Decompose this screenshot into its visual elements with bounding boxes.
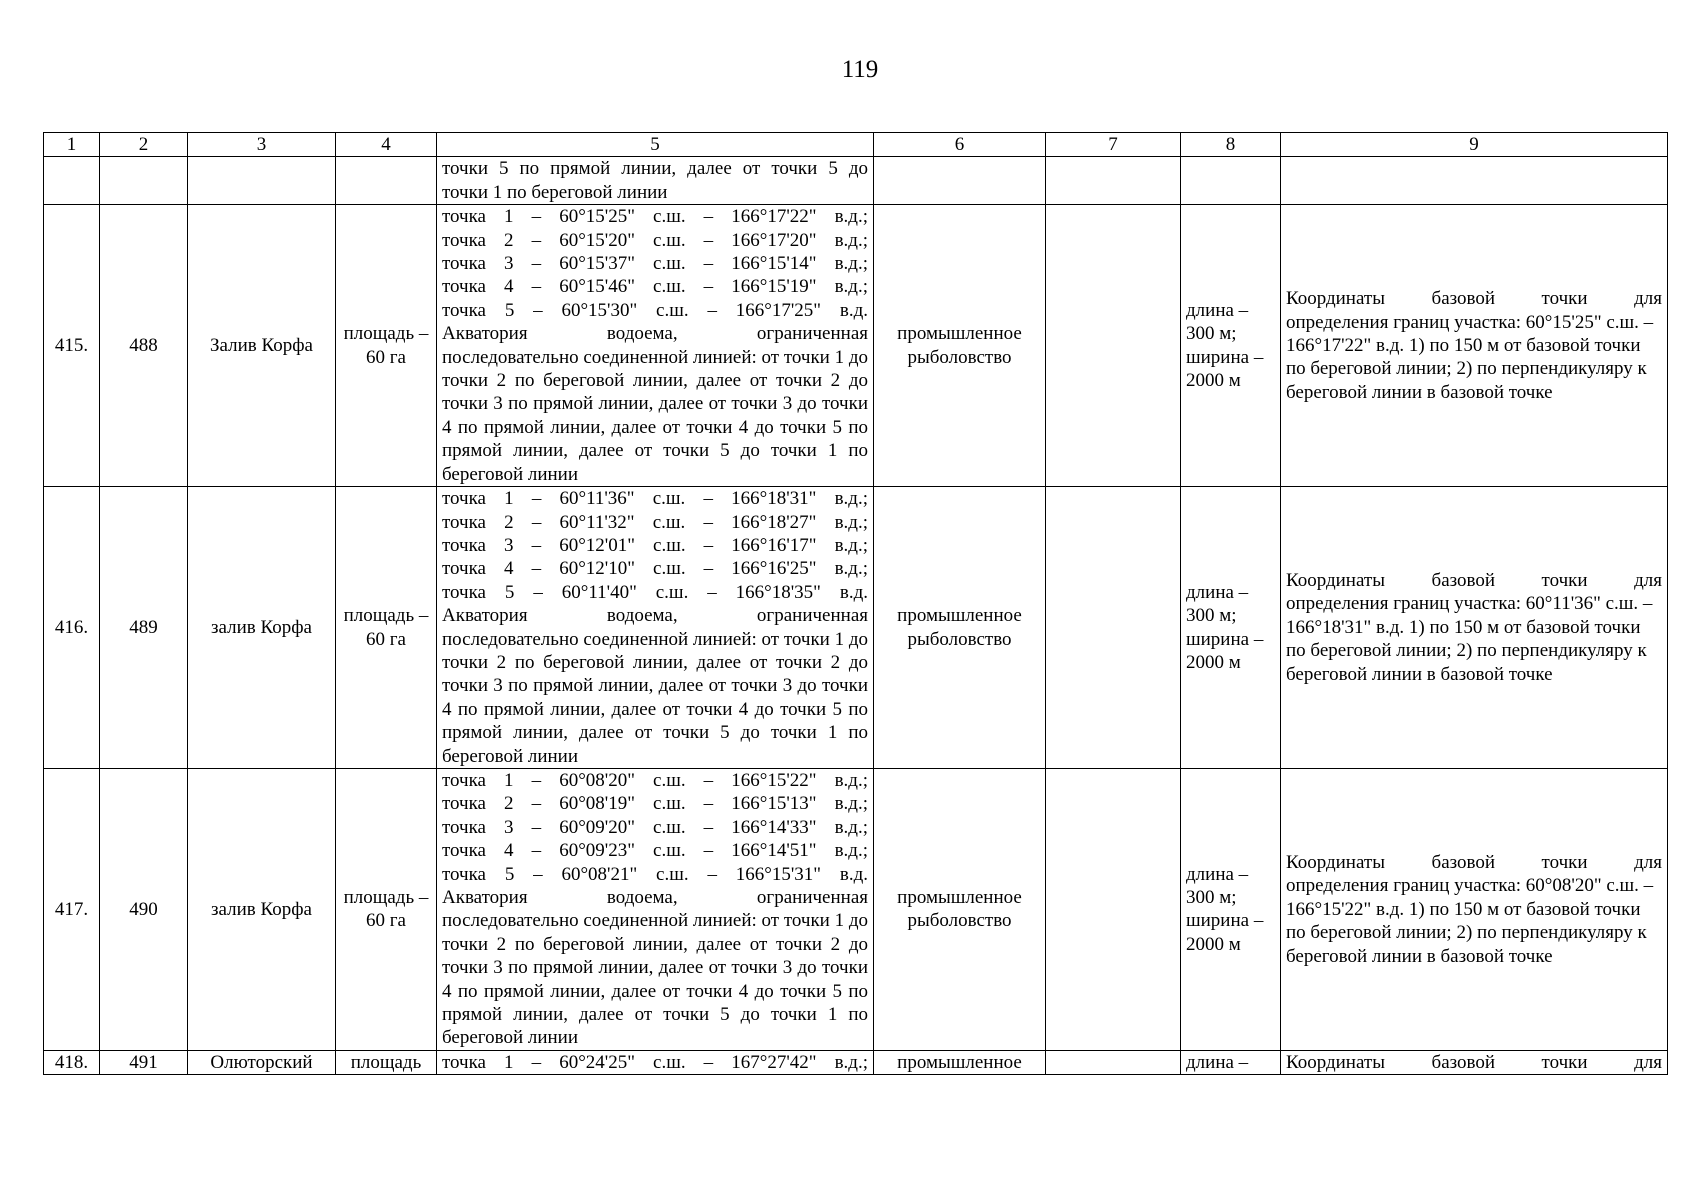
boundary-description: последовательно соединенной линией: от точки 1 до точки 2 по береговой линии, далее от точки 2 до точки 3 по прямой линии, далее от точки 3 до точки 4 по прямой линии, далее от точки 4 до точки 5 по прямой линии, далее от точки 5 до точки 1 по береговой линии [442,628,869,767]
site-location: Олюторский [188,1050,336,1074]
site-area: площадь – 60 га [336,205,437,487]
site-area: площадь [336,1050,437,1074]
coordinate-line: точка 2 – 60°11'32" с.ш. – 166°18'27" в.д.; [442,511,868,533]
coordinate-line: точка 4 – 60°09'23" с.ш. – 166°14'51" в.д.; [442,840,868,862]
column-header: 7 [1046,133,1181,157]
base-point-cell [1281,487,1668,769]
row-number: 415. [44,205,100,487]
usage-purpose: промышленное рыболовство [874,205,1046,487]
boundary-description-first-line: Акватория водоема, ограниченная [442,605,868,627]
column-7-value [1046,768,1181,1050]
site-location: залив Корфа [188,487,336,769]
coordinate-line: точка 3 – 60°09'20" с.ш. – 166°14'33" в.д.; [442,816,868,838]
coordinate-line: точка 1 – 60°24'25" с.ш. – 167°27'42" в.д.; [442,1051,868,1073]
coordinate-line: точка 1 – 60°11'36" с.ш. – 166°18'31" в.д.; [442,488,868,510]
column-header: 8 [1181,133,1281,157]
boundary-description-cell [437,487,874,769]
column-7-value [1046,205,1181,487]
base-point-cell [1281,205,1668,487]
row-number: 416. [44,487,100,769]
coordinate-line: точка 1 – 60°15'25" с.ш. – 166°17'22" в.д.; [442,206,868,228]
coordinate-line: точка 3 – 60°12'01" с.ш. – 166°16'17" в.д.; [442,534,868,556]
registry-table [43,132,1668,1075]
site-dimensions: длина – 300 м; ширина – 2000 м [1181,205,1281,487]
boundary-description-cell [437,768,874,1050]
coordinate-line: точка 4 – 60°12'10" с.ш. – 166°16'25" в.д.; [442,558,868,580]
site-location: залив Корфа [188,768,336,1050]
usage-purpose: промышленное рыболовство [874,768,1046,1050]
base-point-first-line: Координаты базовой точки для [1286,570,1662,592]
boundary-description-first-line: Акватория водоема, ограниченная [442,323,868,345]
site-id: 490 [100,768,188,1050]
site-dimensions: длина – 300 м; ширина – 2000 м [1181,768,1281,1050]
coordinate-line: точка 2 – 60°15'20" с.ш. – 166°17'20" в.д.; [442,229,868,251]
row-number: 417. [44,768,100,1050]
column-header: 6 [874,133,1046,157]
usage-purpose: промышленное рыболовство [874,487,1046,769]
site-dimensions: длина – 300 м; ширина – 2000 м [1181,487,1281,769]
continuation-row [44,157,1668,205]
boundary-description: последовательно соединенной линией: от точки 1 до точки 2 по береговой линии, далее от точки 2 до точки 3 по прямой линии, далее от точки 3 до точки 4 по прямой линии, далее от точки 4 до точки 5 по прямой линии, далее от точки 5 до точки 1 по береговой линии [442,910,869,1049]
column-header: 9 [1281,133,1668,157]
boundary-description-cell [437,157,874,205]
column-header: 2 [100,133,188,157]
usage-purpose: промышленное [874,1050,1046,1074]
table-row-partial [44,1050,1668,1074]
column-header: 5 [437,133,874,157]
coordinate-line: точка 2 – 60°08'19" с.ш. – 166°15'13" в.д.; [442,793,868,815]
coordinate-line: точка 4 – 60°15'46" с.ш. – 166°15'19" в.д.; [442,276,868,298]
column-header: 3 [188,133,336,157]
boundary-description-first-line: Акватория водоема, ограниченная [442,887,868,908]
table-row [44,205,1668,487]
column-header: 1 [44,133,100,157]
coordinate-line: точка 3 – 60°15'37" с.ш. – 166°15'14" в.д.; [442,253,868,275]
continuation-line: точки 1 по береговой линии [442,181,668,203]
base-point-description: определения границ участка: 60°11'36" с.ш. – 166°18'31" в.д. 1) по 150 м от базовой точки по береговой линии; 2) по перпендикуляру к береговой линии в базовой точке [1286,593,1653,685]
site-dimensions: длина – [1181,1050,1281,1074]
site-id: 488 [100,205,188,487]
base-point-description: определения границ участка: 60°15'25" с.ш. – 166°17'22" в.д. 1) по 150 м от базовой точки по береговой линии; 2) по перпендикуляру к береговой линии в базовой точке [1286,311,1654,403]
table-row [44,768,1668,1050]
boundary-description-cell [437,1050,874,1074]
site-id: 491 [100,1050,188,1074]
row-number: 418. [44,1050,100,1074]
column-7-value [1046,1050,1181,1074]
table-row [44,487,1668,769]
coordinate-line: точка 5 – 60°08'21" с.ш. – 166°15'31" в.д. [442,863,868,885]
column-7-value [1046,487,1181,769]
base-point-first-line: Координаты базовой точки для [1286,851,1662,873]
boundary-description: последовательно соединенной линией: от точки 1 до точки 2 по береговой линии, далее от точки 2 до точки 3 по прямой линии, далее от точки 3 до точки 4 по прямой линии, далее от точки 4 до точки 5 по прямой линии, далее от точки 5 до точки 1 по береговой линии [442,346,869,485]
site-id: 489 [100,487,188,769]
site-area: площадь – 60 га [336,487,437,769]
coordinate-line: точка 5 – 60°11'40" с.ш. – 166°18'35" в.д. [442,581,868,603]
site-location: Залив Корфа [188,205,336,487]
coordinate-line: точка 1 – 60°08'20" с.ш. – 166°15'22" в.д.; [442,769,868,791]
base-point-description: определения границ участка: 60°08'20" с.ш. – 166°15'22" в.д. 1) по 150 м от базовой точки по береговой линии; 2) по перпендикуляру к береговой линии в базовой точке [1286,875,1654,967]
column-number-header [44,133,1668,157]
coordinate-line: точка 5 – 60°15'30" с.ш. – 166°17'25" в.д. [442,299,868,321]
base-point-first-line: Координаты базовой точки для [1286,288,1662,310]
base-point-cell [1281,1050,1668,1074]
boundary-description-cell [437,205,874,487]
page-number: 119 [841,56,879,83]
site-area: площадь – 60 га [336,768,437,1050]
base-point-first-line: Координаты базовой точки для [1286,1051,1662,1073]
column-header: 4 [336,133,437,157]
continuation-line: точки 5 по прямой линии, далее от точки 5 до [442,158,868,180]
base-point-cell [1281,768,1668,1050]
